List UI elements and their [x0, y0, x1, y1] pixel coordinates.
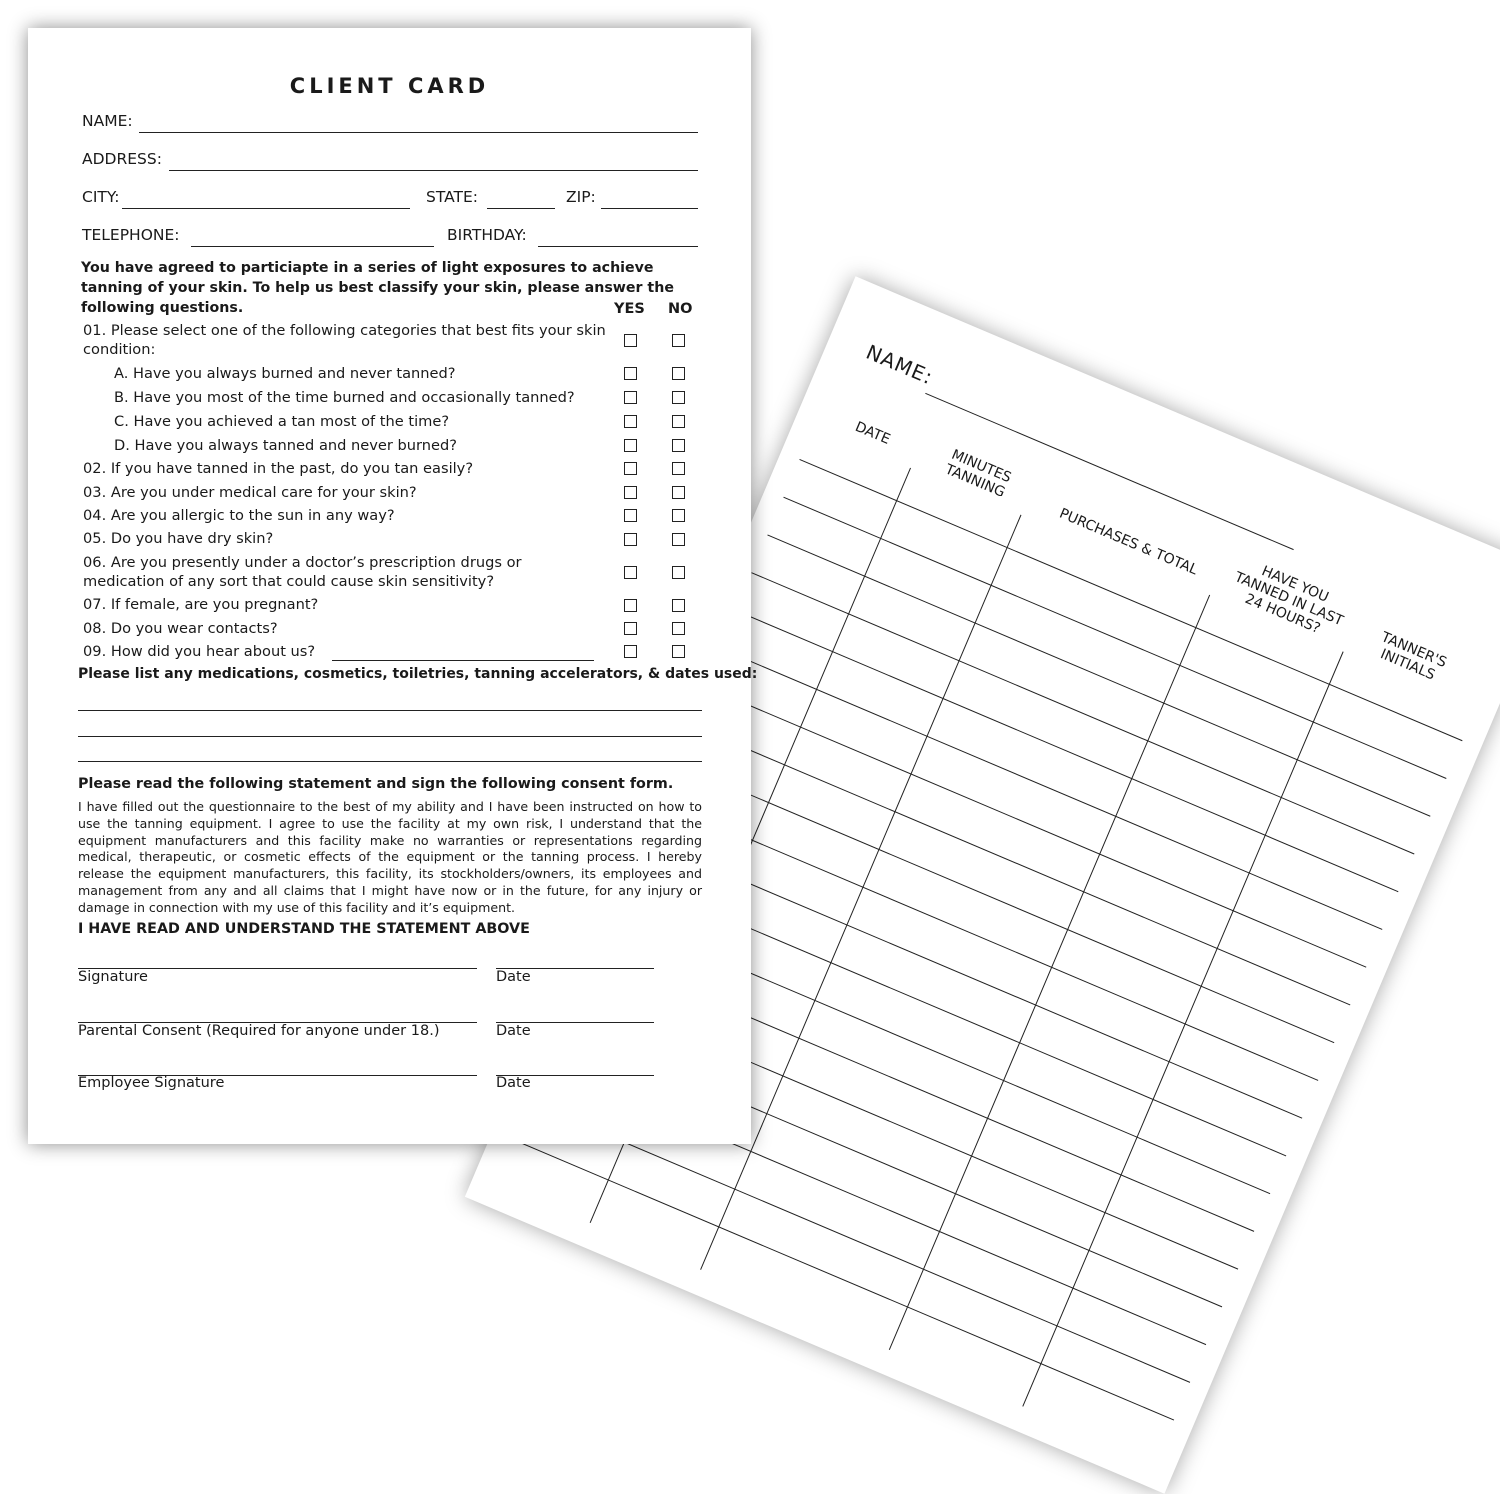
zip-label: ZIP:: [566, 188, 596, 206]
log-row-line[interactable]: [767, 534, 1430, 816]
q03-yes-checkbox[interactable]: [624, 486, 637, 499]
question-07: 07. If female, are you pregnant?: [83, 596, 319, 613]
yes-header: YES: [614, 301, 645, 317]
parental-consent-label: Parental Consent (Required for anyone under 18.): [78, 1023, 440, 1039]
city-field[interactable]: [122, 208, 410, 209]
question-01d: D. Have you always tanned and never burned?: [114, 437, 458, 454]
client-card-sheet: [28, 28, 758, 1144]
q01d-no-checkbox[interactable]: [672, 439, 685, 452]
question-04: 04. Are you allergic to the sun in any way?: [83, 507, 395, 524]
q02-no-checkbox[interactable]: [672, 462, 685, 475]
q09-yes-checkbox[interactable]: [624, 645, 637, 658]
log-row-line[interactable]: [703, 685, 1366, 967]
intro-text: You have agreed to particiapte in a series of light exposures to achieve tanning of your skin. To help us best classify your skin, please answer the following questions.: [81, 260, 674, 316]
log-col-initials: TANNER'S INITIALS: [1377, 629, 1449, 684]
employee-signature-label: Employee Signature: [78, 1075, 225, 1091]
q08-yes-checkbox[interactable]: [624, 622, 637, 635]
q01-yes-checkbox[interactable]: [624, 334, 637, 347]
q01b-yes-checkbox[interactable]: [624, 391, 637, 404]
q01c-yes-checkbox[interactable]: [624, 415, 637, 428]
q05-yes-checkbox[interactable]: [624, 533, 637, 546]
q01c-no-checkbox[interactable]: [672, 415, 685, 428]
log-row-line[interactable]: [799, 459, 1462, 741]
telephone-field[interactable]: [191, 246, 434, 247]
q01d-yes-checkbox[interactable]: [624, 439, 637, 452]
log-name-label: NAME:: [862, 339, 937, 390]
q07-no-checkbox[interactable]: [672, 599, 685, 612]
telephone-label: TELEPHONE:: [82, 226, 180, 244]
q08-no-checkbox[interactable]: [672, 622, 685, 635]
log-col-tanned-24h: HAVE YOU TANNED IN LAST 24 HOURS?: [1232, 563, 1346, 637]
acknowledgement: I HAVE READ AND UNDERSTAND THE STATEMENT ABOVE: [78, 921, 530, 937]
q04-no-checkbox[interactable]: [672, 509, 685, 522]
q01a-yes-checkbox[interactable]: [624, 367, 637, 380]
q06-no-checkbox[interactable]: [672, 566, 685, 579]
q01-no-checkbox[interactable]: [672, 334, 685, 347]
question-05: 05. Do you have dry skin?: [83, 530, 274, 547]
q02-yes-checkbox[interactable]: [624, 462, 637, 475]
q09-no-checkbox[interactable]: [672, 645, 685, 658]
consent-text: I have filled out the questionnaire to the best of my ability and I have been instructed on how to use the tanning equipment. I agree to use the facility at my own risk, I understand that the equipment manufacturers and this facility make no warranties or representations regarding medical, therapeutic, or cosmetic effects of the equipment or the tanning process. I hereby release the equipment manufacturers, this facility, its stockholders/owners, its employees and management from any and all claims that I might have now or in the future, for any injury or damage in connection with my use of this facility and it’s equipment.: [78, 799, 702, 915]
question-06: 06. Are you presently under a doctor’s prescription drugs or medication of any sort that could cause skin sensitivity?: [83, 554, 522, 590]
question-08: 08. Do you wear contacts?: [83, 620, 278, 637]
q04-yes-checkbox[interactable]: [624, 509, 637, 522]
log-col-date: DATE: [852, 418, 893, 448]
q05-no-checkbox[interactable]: [672, 533, 685, 546]
q07-yes-checkbox[interactable]: [624, 599, 637, 612]
birthday-field[interactable]: [538, 246, 698, 247]
q01b-no-checkbox[interactable]: [672, 391, 685, 404]
question-01b: B. Have you most of the time burned and occasionally tanned?: [114, 389, 575, 406]
city-label: CITY:: [82, 188, 120, 206]
medications-line-2[interactable]: [78, 736, 702, 737]
no-header: NO: [668, 301, 693, 317]
log-row-line[interactable]: [719, 648, 1382, 930]
birthday-label: BIRTHDAY:: [447, 226, 527, 244]
log-row-line[interactable]: [511, 1138, 1174, 1420]
log-col-minutes: MINUTES TANNING: [942, 446, 1014, 501]
hear-about-us-field[interactable]: [332, 660, 594, 661]
employee-date-label: Date: [496, 1075, 531, 1091]
consent-heading: Please read the following statement and sign the following consent form.: [78, 776, 674, 792]
question-01a: A. Have you always burned and never tanned?: [114, 365, 456, 382]
q01a-no-checkbox[interactable]: [672, 367, 685, 380]
signature-date-label: Date: [496, 969, 531, 985]
name-label: NAME:: [82, 112, 133, 130]
log-col-purchases: PURCHASES & TOTAL: [1056, 505, 1200, 579]
log-divider: [1022, 651, 1343, 1406]
parental-date-label: Date: [496, 1023, 531, 1039]
q06-yes-checkbox[interactable]: [624, 566, 637, 579]
q03-no-checkbox[interactable]: [672, 486, 685, 499]
address-label: ADDRESS:: [82, 150, 162, 168]
state-field[interactable]: [487, 208, 555, 209]
card-title: CLIENT CARD: [289, 74, 490, 98]
state-label: STATE:: [426, 188, 478, 206]
log-row-line[interactable]: [671, 761, 1334, 1043]
log-row-line[interactable]: [735, 610, 1398, 892]
medications-prompt: Please list any medications, cosmetics, toiletries, tanning accelerators, & dates used:: [78, 666, 758, 682]
log-row-line[interactable]: [655, 799, 1318, 1081]
zip-field[interactable]: [601, 208, 698, 209]
question-01c: C. Have you achieved a tan most of the time?: [114, 413, 450, 430]
question-02: 02. If you have tanned in the past, do you tan easily?: [83, 460, 474, 477]
log-row-line[interactable]: [687, 723, 1350, 1005]
question-01: 01. Please select one of the following categories that best fits your skin condition:: [83, 322, 606, 358]
question-03: 03. Are you under medical care for your skin?: [83, 484, 417, 501]
medications-line-3[interactable]: [78, 761, 702, 762]
name-field[interactable]: [139, 132, 698, 133]
question-09: 09. How did you hear about us?: [83, 643, 316, 660]
address-field[interactable]: [169, 170, 698, 171]
signature-label: Signature: [78, 969, 148, 985]
medications-line-1[interactable]: [78, 710, 702, 711]
